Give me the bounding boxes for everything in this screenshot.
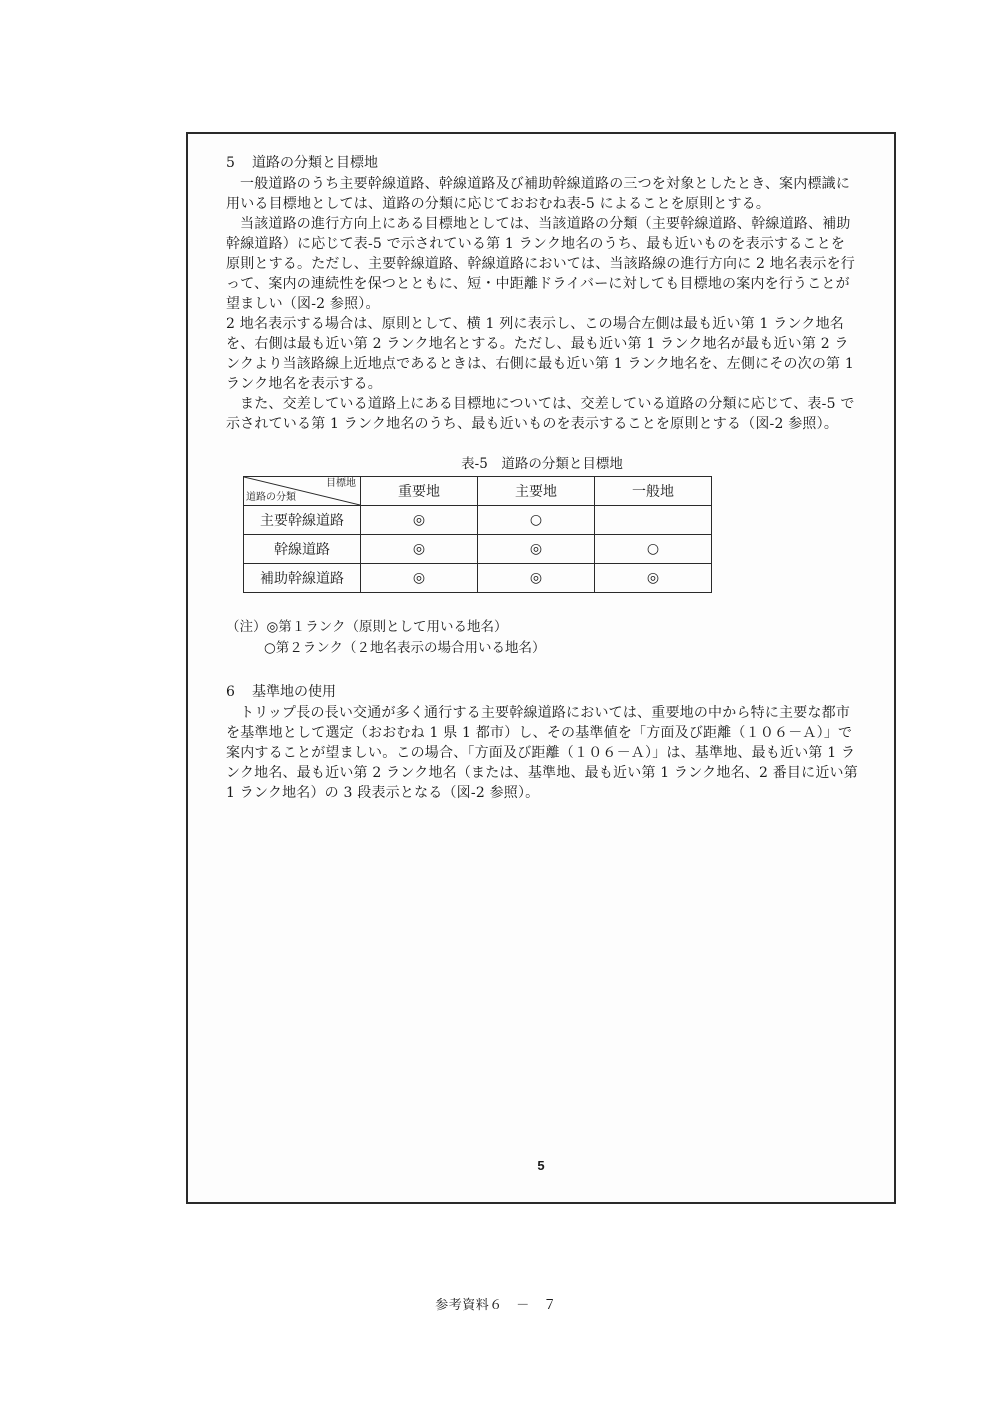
table-cell: ○ bbox=[478, 506, 595, 535]
section5-heading bbox=[226, 152, 858, 174]
section5-number: 5 bbox=[226, 155, 235, 171]
document-frame bbox=[186, 132, 896, 1204]
column-header: 重要地 bbox=[361, 477, 478, 506]
section5-paragraph-4: また、交差している道路上にある目標地については、交差している道路の分類に応じて、表-5 で示されている第 1 ランク地名のうち、最も近いものを表示することを原則とする（図-2 参照）。 bbox=[226, 396, 855, 432]
section6-title: 基準地の使用 bbox=[252, 684, 336, 700]
table-row bbox=[244, 535, 712, 564]
table-row bbox=[244, 506, 712, 535]
road-target-table bbox=[243, 476, 712, 593]
table-cell: ○ bbox=[595, 535, 712, 564]
table-corner-cell bbox=[244, 477, 361, 506]
footer-reference: 参考資料６ － ７ bbox=[435, 1298, 557, 1313]
table-caption: 表-5 道路の分類と目標地 bbox=[461, 456, 623, 472]
row-header: 主要幹線道路 bbox=[244, 506, 361, 535]
section5-paragraph-1: 一般道路のうち主要幹線道路、幹線道路及び補助幹線道路の三つを対象としたとき、案内標識に用いる目標地としては、道路の分類に応じておおむね表-5 によることを原則とする。 bbox=[226, 176, 851, 212]
table-row bbox=[244, 564, 712, 593]
inner-page-number: 5 bbox=[537, 1158, 545, 1173]
table-cell: ◎ bbox=[478, 564, 595, 593]
section6-heading bbox=[226, 681, 858, 703]
table-notes bbox=[226, 617, 858, 659]
section6-paragraph: トリップ長の長い交通が多く通行する主要幹線道路においては、重要地の中から特に主要な都市を基準地として選定（おおむね 1 県 1 都市）し、その基準値を「方面及び距離（１０６－Ａ）」で案内することが望ましい。この場合、「方面及び距離（１０６－Ａ）」は、基準地、最も近い第 1 ランク地名、最も近い第 2 ランク地名（または、基準地、最も近い第 1 ランク地名、2 番目に近い第 1 ランク地名）の 3 段表示となる（図-2 参照）。 bbox=[226, 705, 858, 801]
table-cell bbox=[595, 506, 712, 535]
note-line-1: （注）◎第１ランク（原則として用いる地名） bbox=[226, 619, 508, 635]
column-header: 一般地 bbox=[595, 477, 712, 506]
section5-paragraph-2: 当該道路の進行方向上にある目標地としては、当該道路の分類（主要幹線道路、幹線道路、補助幹線道路）に応じて表-5 で示されている第 1 ランク地名のうち、最も近いものを表示することを原則とする。ただし、主要幹線道路、幹線道路においては、当該路線の進行方向に 2 地名表示を行って、案内の連続性を保つとともに、短・中距離ドライバーに対しても目標地の案内を行うことが望ましい（図-2 参照）。 bbox=[226, 216, 856, 312]
note-line-2: ○第２ランク（２地名表示の場合用いる地名） bbox=[264, 640, 546, 656]
column-header: 主要地 bbox=[478, 477, 595, 506]
corner-label-target: 目標地 bbox=[326, 478, 356, 489]
corner-label-road-class: 道路の分類 bbox=[246, 492, 296, 503]
section6-number: 6 bbox=[226, 684, 235, 700]
row-header: 幹線道路 bbox=[244, 535, 361, 564]
row-header: 補助幹線道路 bbox=[244, 564, 361, 593]
table-cell: ◎ bbox=[595, 564, 712, 593]
table-cell: ◎ bbox=[478, 535, 595, 564]
table-cell: ◎ bbox=[361, 535, 478, 564]
table-header-row bbox=[244, 477, 712, 506]
table-cell: ◎ bbox=[361, 564, 478, 593]
section5-paragraph-3: 2 地名表示する場合は、原則として、横 1 列に表示し、この場合左側は最も近い第 1 ランク地名を、右側は最も近い第 2 ランク地名とする。ただし、最も近い第 1 ランク地名が最も近い第 2 ランクより当該路線上近地点であるときは、右側に最も近い第 1 ランク地名を、左側にその次の第 1 ランク地名を表示する。 bbox=[226, 316, 855, 392]
table-cell: ◎ bbox=[361, 506, 478, 535]
document-content bbox=[226, 152, 858, 803]
section5-title: 道路の分類と目標地 bbox=[252, 155, 378, 171]
